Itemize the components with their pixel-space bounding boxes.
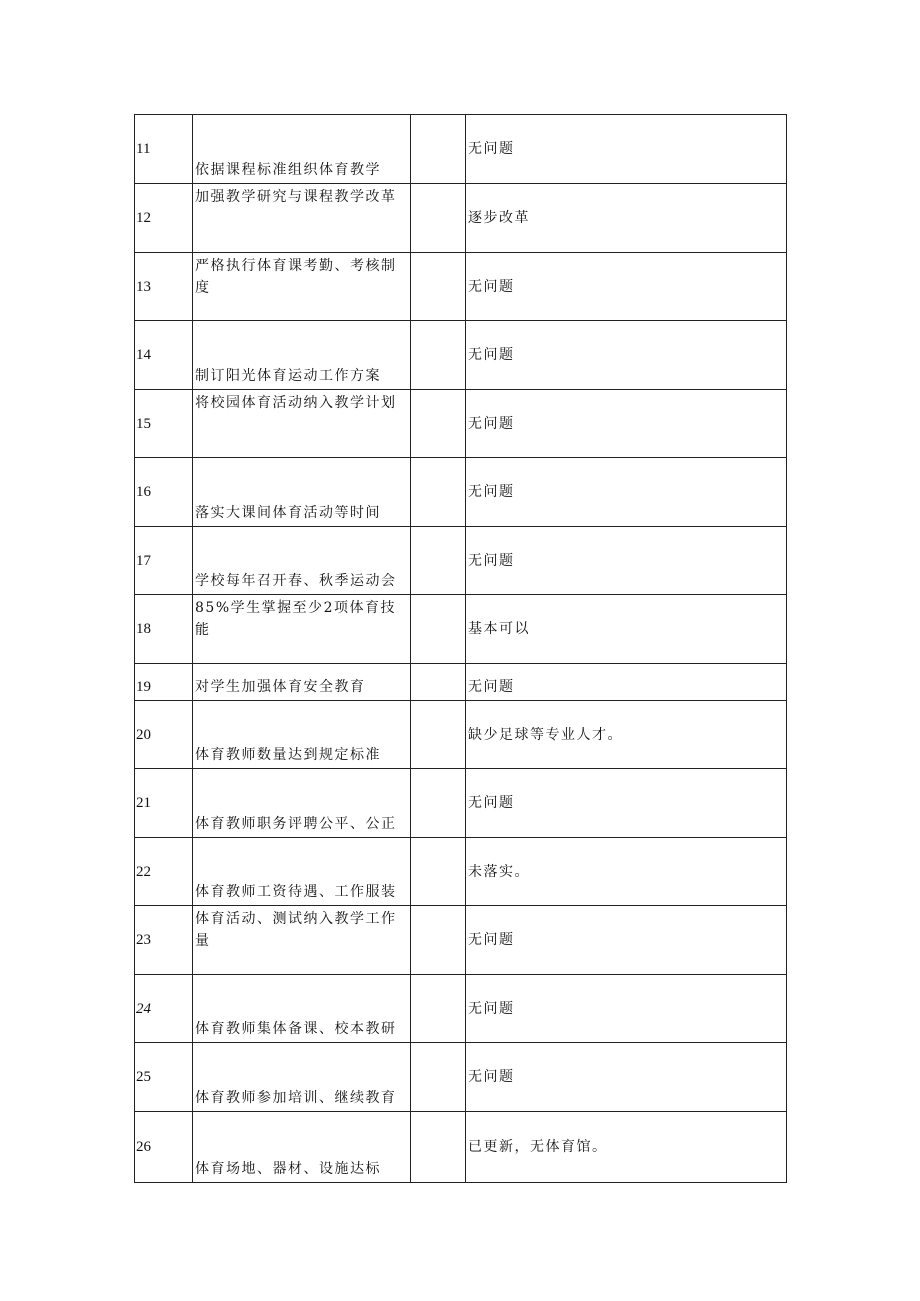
blank-cell xyxy=(411,253,466,321)
row-number: 24 xyxy=(135,975,193,1043)
inspection-table xyxy=(134,114,787,1183)
result-cell: 无问题 xyxy=(466,115,787,184)
item-text: 依据课程标准组织体育教学 xyxy=(195,162,381,178)
item-cell xyxy=(193,390,411,458)
item-cell xyxy=(193,458,411,527)
result-cell: 未落实。 xyxy=(466,838,787,906)
result-cell: 无问题 xyxy=(466,458,787,527)
result-cell: 无问题 xyxy=(466,664,787,701)
row-number: 25 xyxy=(135,1043,193,1112)
item-cell xyxy=(193,253,411,321)
item-text: 落实大课间体育活动等时间 xyxy=(195,505,381,521)
item-cell xyxy=(193,701,411,769)
item-text: 学校每年召开春、秋季运动会 xyxy=(195,573,397,589)
item-cell xyxy=(193,1043,411,1112)
row-number: 14 xyxy=(135,321,193,390)
item-text: 体育教师数量达到规定标准 xyxy=(195,747,381,763)
item-text: 制订阳光体育运动工作方案 xyxy=(195,368,381,384)
blank-cell xyxy=(411,1112,466,1183)
result-cell: 无问题 xyxy=(466,906,787,975)
item-text: 体育教师集体备课、校本教研 xyxy=(195,1021,397,1037)
result-cell: 无问题 xyxy=(466,769,787,838)
table-row xyxy=(135,321,787,390)
item-cell xyxy=(193,664,411,701)
item-cell xyxy=(193,838,411,906)
table-row xyxy=(135,701,787,769)
table-row xyxy=(135,390,787,458)
row-number: 20 xyxy=(135,701,193,769)
result-cell: 已更新，无体育馆。 xyxy=(466,1112,787,1183)
table-row xyxy=(135,1112,787,1183)
blank-cell xyxy=(411,184,466,253)
blank-cell xyxy=(411,975,466,1043)
blank-cell xyxy=(411,527,466,595)
item-text: 体育教师职务评聘公平、公正 xyxy=(195,816,397,832)
item-text: 体育场地、器材、设施达标 xyxy=(195,1161,381,1177)
item-cell xyxy=(193,595,411,664)
blank-cell xyxy=(411,458,466,527)
row-number: 26 xyxy=(135,1112,193,1183)
item-text: 体育教师参加培训、继续教育 xyxy=(195,1090,397,1106)
item-cell xyxy=(193,527,411,595)
blank-cell xyxy=(411,390,466,458)
table-row xyxy=(135,975,787,1043)
row-number: 19 xyxy=(135,664,193,701)
item-text: 体育教师工资待遇、工作服装 xyxy=(195,884,397,900)
blank-cell xyxy=(411,769,466,838)
row-number: 23 xyxy=(135,906,193,975)
row-number: 12 xyxy=(135,184,193,253)
table-row xyxy=(135,253,787,321)
item-cell xyxy=(193,906,411,975)
row-number: 22 xyxy=(135,838,193,906)
table-row xyxy=(135,184,787,253)
result-cell: 基本可以 xyxy=(466,595,787,664)
blank-cell xyxy=(411,1043,466,1112)
item-cell xyxy=(193,184,411,253)
blank-cell xyxy=(411,321,466,390)
result-cell: 逐步改革 xyxy=(466,184,787,253)
result-cell: 无问题 xyxy=(466,527,787,595)
table-row xyxy=(135,527,787,595)
item-text: 加强教学研究与课程教学改革 xyxy=(195,189,397,205)
result-cell: 无问题 xyxy=(466,321,787,390)
item-text: 85%学生掌握至少2项体育技能 xyxy=(195,600,397,638)
row-number: 13 xyxy=(135,253,193,321)
table-row xyxy=(135,769,787,838)
item-text: 将校园体育活动纳入教学计划 xyxy=(195,395,397,411)
result-cell: 缺少足球等专业人才。 xyxy=(466,701,787,769)
row-number: 11 xyxy=(135,115,193,184)
row-number: 21 xyxy=(135,769,193,838)
blank-cell xyxy=(411,115,466,184)
item-cell xyxy=(193,769,411,838)
table-row xyxy=(135,595,787,664)
item-cell xyxy=(193,321,411,390)
table-row xyxy=(135,838,787,906)
row-number: 16 xyxy=(135,458,193,527)
row-number: 15 xyxy=(135,390,193,458)
result-cell: 无问题 xyxy=(466,253,787,321)
row-number: 18 xyxy=(135,595,193,664)
result-cell: 无问题 xyxy=(466,1043,787,1112)
item-cell xyxy=(193,115,411,184)
item-text: 体育活动、测试纳入教学工作量 xyxy=(195,911,397,949)
item-text: 对学生加强体育安全教育 xyxy=(195,679,366,695)
blank-cell xyxy=(411,906,466,975)
table-row xyxy=(135,1043,787,1112)
row-number: 17 xyxy=(135,527,193,595)
item-cell xyxy=(193,1112,411,1183)
table-row xyxy=(135,664,787,701)
blank-cell xyxy=(411,664,466,701)
blank-cell xyxy=(411,838,466,906)
table-row xyxy=(135,458,787,527)
blank-cell xyxy=(411,701,466,769)
item-text: 严格执行体育课考勤、考核制度 xyxy=(195,258,397,296)
item-cell xyxy=(193,975,411,1043)
table-row xyxy=(135,906,787,975)
blank-cell xyxy=(411,595,466,664)
result-cell: 无问题 xyxy=(466,975,787,1043)
result-cell: 无问题 xyxy=(466,390,787,458)
table-row xyxy=(135,115,787,184)
